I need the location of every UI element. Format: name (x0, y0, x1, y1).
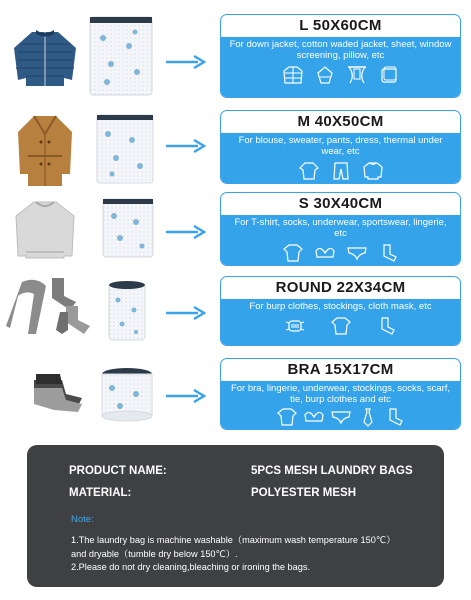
garment-icons (227, 239, 454, 263)
socks-icon (379, 243, 399, 263)
bra-icon (315, 243, 335, 263)
arrow-right-icon (166, 225, 206, 239)
tshirt-icon (283, 243, 303, 263)
mesh-bag-image (89, 16, 153, 96)
socks-image (32, 374, 84, 416)
arrow-right-icon (166, 306, 206, 320)
garment-icons (227, 312, 454, 336)
bra-mesh-bag-image (100, 366, 154, 422)
arrow-right-icon (166, 389, 206, 403)
mask-icon (285, 316, 305, 336)
size-card-s (220, 192, 461, 266)
note-line-1-cont: and dryable（tumble dry below 150℃）. (71, 549, 238, 559)
material-value: POLYESTER MESH (251, 487, 357, 499)
arrow-right-icon (166, 139, 206, 153)
size-description-panel (221, 381, 460, 429)
socks-icon (377, 316, 397, 336)
note-line-1: 1.The laundry bag is machine washable（maximum wash temperature 150℃） (71, 535, 396, 545)
tshirt-icon (331, 316, 351, 336)
down-jacket-image (10, 28, 80, 88)
size-card-l (220, 14, 461, 98)
tie-icon (358, 407, 378, 427)
note-line-2: 2.Please do not dry cleaning,bleaching or ironing the bags. (71, 562, 311, 572)
underwear-icon (347, 243, 367, 263)
size-title: M 40X50CM (297, 113, 384, 130)
size-title: ROUND 22X34CM (275, 279, 406, 296)
curtain-icon (347, 65, 367, 85)
jacket-icon (283, 65, 303, 85)
pants-icon (331, 161, 351, 181)
size-description-panel (221, 37, 460, 97)
product-name-value: 5PCS MESH LAUNDRY BAGS (251, 465, 413, 477)
note-title: Note: (71, 514, 94, 525)
size-description: For down jacket, cotton waded jacket, sheet, window screening, pillow, etc (229, 39, 452, 61)
size-description: For bra, lingerie, underwear, stockings, socks, scarf, tie, burp clothes and etc (230, 383, 451, 405)
size-title: S 30X40CM (298, 195, 383, 212)
sweater-image (14, 200, 76, 260)
product-info-panel (27, 445, 444, 587)
size-description: For burp clothes, stockings, cloth mask, etc (249, 301, 432, 312)
size-card-m (220, 110, 461, 184)
size-description-panel (221, 215, 460, 265)
arrow-right-icon (166, 55, 206, 69)
size-title: BRA 15X17CM (287, 361, 394, 378)
product-name-label: PRODUCT NAME: (69, 465, 167, 477)
sheet-icon (315, 65, 335, 85)
garment-icons (227, 405, 454, 427)
blouse-icon (299, 161, 319, 181)
size-description: For blouse, sweater, pants, dress, thermal under wear, etc (238, 135, 443, 157)
round-mesh-bag-image (108, 280, 146, 342)
scarf-socks-image (6, 276, 92, 344)
socks-icon (385, 407, 405, 427)
garment-icons (227, 157, 454, 181)
shirt-icon (277, 407, 297, 427)
garment-icons (227, 61, 454, 85)
pillow-icon (379, 65, 399, 85)
size-description-panel (221, 133, 460, 183)
size-card-round (220, 276, 461, 346)
underwear-icon (331, 407, 351, 427)
mesh-bag-image (102, 198, 154, 258)
material-label: MATERIAL: (69, 487, 132, 499)
size-description: For T-shirt, socks, underwear, sportswear, lingerie, etc (234, 217, 447, 239)
size-description-panel (221, 299, 460, 345)
sweater-icon (363, 161, 383, 181)
mesh-bag-image (96, 114, 154, 184)
bra-icon (304, 407, 324, 427)
size-title: L 50X60CM (299, 17, 382, 34)
size-card-bra (220, 358, 461, 430)
trench-coat-image (14, 112, 76, 188)
